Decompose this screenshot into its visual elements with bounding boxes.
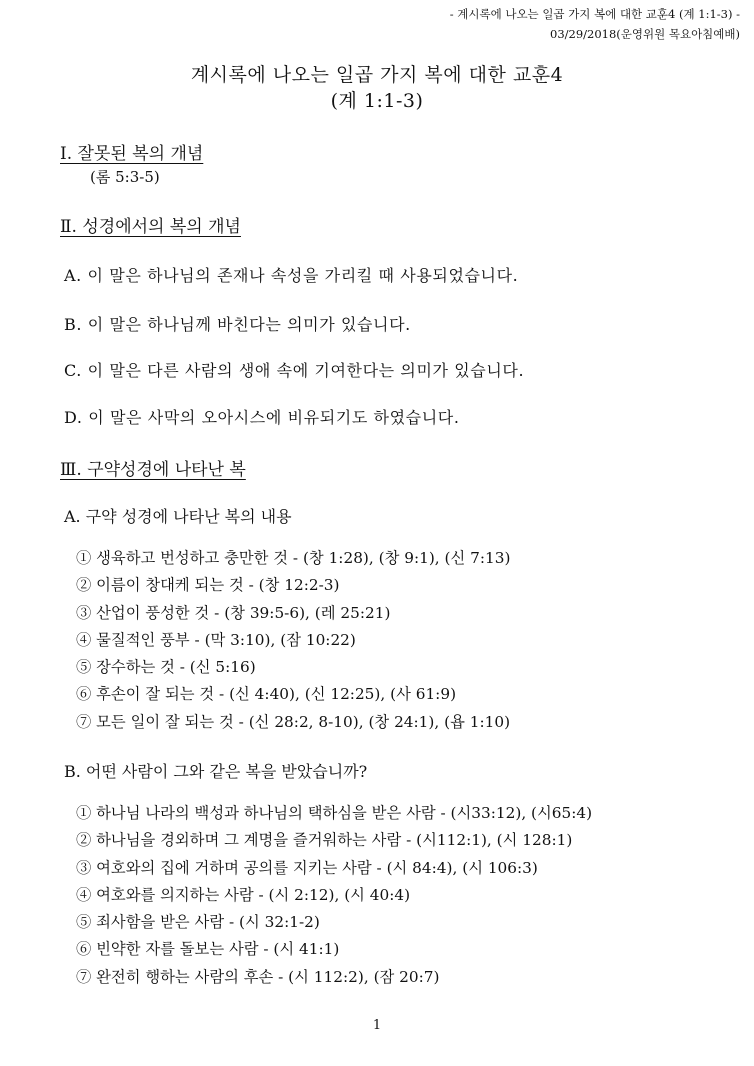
list-item: ⑥ 빈약한 자를 돌보는 사람 - (시 41:1) <box>76 940 340 959</box>
section-3a-heading: A. 구약 성경에 나타난 복의 내용 <box>64 507 292 526</box>
section-1-heading: Ⅰ. 잘못된 복의 개념 <box>60 144 204 164</box>
list-item: ① 생육하고 번성하고 충만한 것 - (창 1:28), (창 9:1), (신 7:13) <box>76 549 511 567</box>
header-series-title: - 계시록에 나오는 일곱 가지 복에 대한 교훈4 (계 1:1-3) - <box>449 7 740 21</box>
list-item: ④ 여호와를 의지하는 사람 - (시 2:12), (시 40:4) <box>76 885 411 904</box>
section-1-reference: (롬 5:3-5) <box>90 168 160 186</box>
list-item: ⑤ 장수하는 것 - (신 5:16) <box>76 658 256 677</box>
document-title <box>0 62 754 114</box>
list-item: ⑤ 죄사함을 받은 사람 - (시 32:1-2) <box>76 913 320 932</box>
section-3a-list <box>76 545 510 736</box>
title-main: 계시록에 나오는 일곱 가지 복에 대한 교훈4 <box>190 64 564 86</box>
section-2-item-c: C. 이 말은 다른 사람의 생애 속에 기여한다는 의미가 있습니다. <box>64 361 525 380</box>
list-item: ③ 여호와의 집에 거하며 공의를 지키는 사람 - (시 84:4), (시 106:3) <box>76 858 538 877</box>
list-item: ⑦ 모든 일이 잘 되는 것 - (신 28:2, 8-10), (창 24:1), (욥 1:10) <box>76 712 511 731</box>
list-item: ③ 산업이 풍성한 것 - (창 39:5-6), (레 25:21) <box>76 603 391 622</box>
list-item: ⑦ 완전히 행하는 사람의 후손 - (시 112:2), (잠 20:7) <box>76 967 440 986</box>
header-date-service: 03/29/2018(운영위원 목요아침예배) <box>550 27 740 41</box>
list-item: ⑥ 후손이 잘 되는 것 - (신 4:40), (신 12:25), (사 61:9) <box>76 685 457 704</box>
list-item: ② 이름이 창대케 되는 것 - (창 12:2-3) <box>76 576 340 595</box>
section-3b-heading: B. 어떤 사람이 그와 같은 복을 받았습니까? <box>64 762 368 781</box>
title-scripture-ref: (계 1:1-3) <box>330 90 424 112</box>
running-header <box>450 4 740 44</box>
list-item: ④ 물질적인 풍부 - (막 3:10), (잠 10:22) <box>76 630 356 649</box>
section-2-heading: Ⅱ. 성경에서의 복의 개념 <box>60 217 241 237</box>
section-2-item-b: B. 이 말은 하나님께 바친다는 의미가 있습니다. <box>64 315 411 334</box>
section-3-heading: Ⅲ. 구약성경에 나타난 복 <box>60 460 246 480</box>
section-2-item-a: A. 이 말은 하나님의 존재나 속성을 가리킬 때 사용되었습니다. <box>64 266 519 285</box>
section-2-item-d: D. 이 말은 사막의 오아시스에 비유되기도 하였습니다. <box>64 408 460 427</box>
list-item: ① 하나님 나라의 백성과 하나님의 택하심을 받은 사람 - (시33:12), (시65:4) <box>76 804 593 822</box>
page-number: 1 <box>372 1018 382 1033</box>
list-item: ② 하나님을 경외하며 그 계명을 즐거워하는 사람 - (시112:1), (시 128:1) <box>76 831 573 850</box>
section-3b-list <box>76 800 592 991</box>
